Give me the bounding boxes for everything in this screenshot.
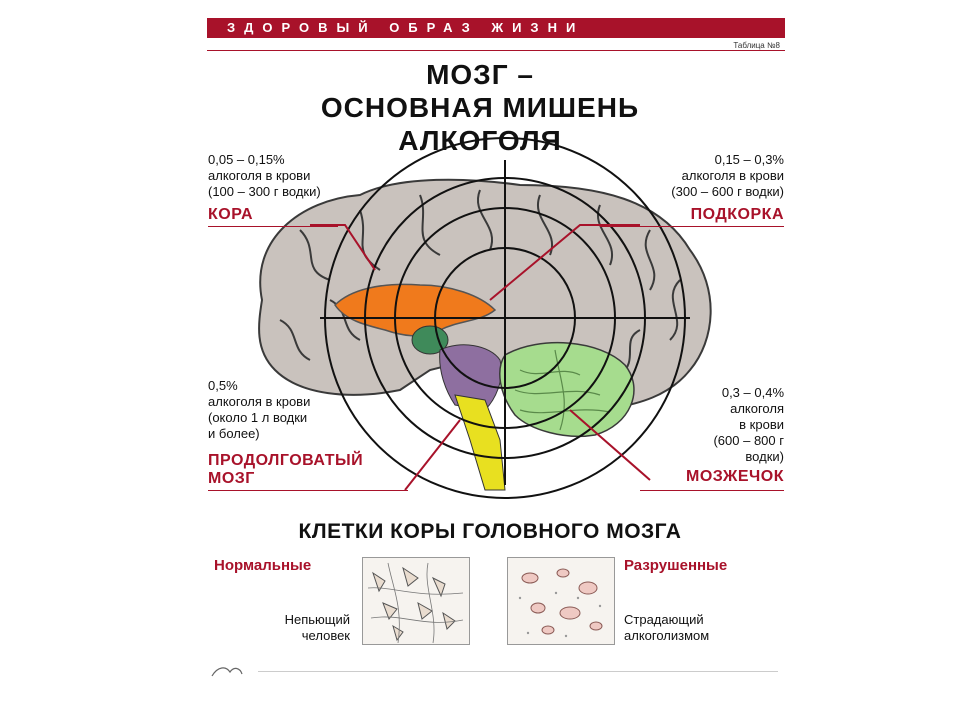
subcortex-rule bbox=[600, 226, 784, 227]
header-band: ЗДОРОВЫЙ ОБРАЗ ЖИЗНИ bbox=[207, 18, 785, 38]
subcortex-info: 0,15 – 0,3% алкоголя в крови (300 – 600 г водки) bbox=[671, 152, 784, 199]
cerebellum-label: МОЗЖЕЧОК bbox=[686, 468, 784, 485]
cerebellum-rule bbox=[640, 490, 784, 491]
subcortex-label: ПОДКОРКА bbox=[690, 206, 784, 223]
destroyed-cells-label: Разрушенные bbox=[624, 557, 728, 574]
title-line-2: ОСНОВНАЯ МИШЕНЬ bbox=[320, 92, 640, 123]
medulla-region bbox=[455, 395, 505, 490]
destroyed-cells-desc: Страдающий алкоголизмом bbox=[624, 612, 710, 643]
normal-cells-image bbox=[362, 557, 470, 645]
table-number: Таблица №8 bbox=[733, 41, 780, 50]
publisher-logo bbox=[210, 662, 244, 680]
normal-cells-drawing bbox=[363, 558, 469, 644]
destroyed-cells-image bbox=[507, 557, 615, 645]
medulla-rule bbox=[208, 490, 408, 491]
cortex-info: 0,05 – 0,15% алкоголя в крови (100 – 300 г водки) bbox=[208, 152, 321, 199]
footer-fine-print bbox=[258, 671, 778, 672]
cortex-rule bbox=[208, 226, 338, 227]
medulla-label: ПРОДОЛГОВАТЫЙ МОЗГ bbox=[208, 452, 364, 487]
normal-cells-label: Нормальные bbox=[214, 557, 312, 574]
medulla-info: 0,5% алкоголя в крови (около 1 л водки и более) bbox=[208, 378, 311, 441]
cortex-label: КОРА bbox=[208, 206, 254, 223]
title-line-1: МОЗГ – bbox=[426, 59, 534, 90]
cerebellum-region bbox=[500, 343, 634, 437]
cerebellum-info: 0,3 – 0,4% алкоголя в крови (600 – 800 г водки) bbox=[713, 385, 784, 464]
destroyed-cells-drawing bbox=[508, 558, 614, 644]
normal-cells-desc: Непьющий человек bbox=[284, 612, 350, 643]
title-line-3: АЛКОГОЛЯ bbox=[398, 125, 562, 156]
cells-section-title: КЛЕТКИ КОРЫ ГОЛОВНОГО МОЗГА bbox=[298, 520, 682, 543]
